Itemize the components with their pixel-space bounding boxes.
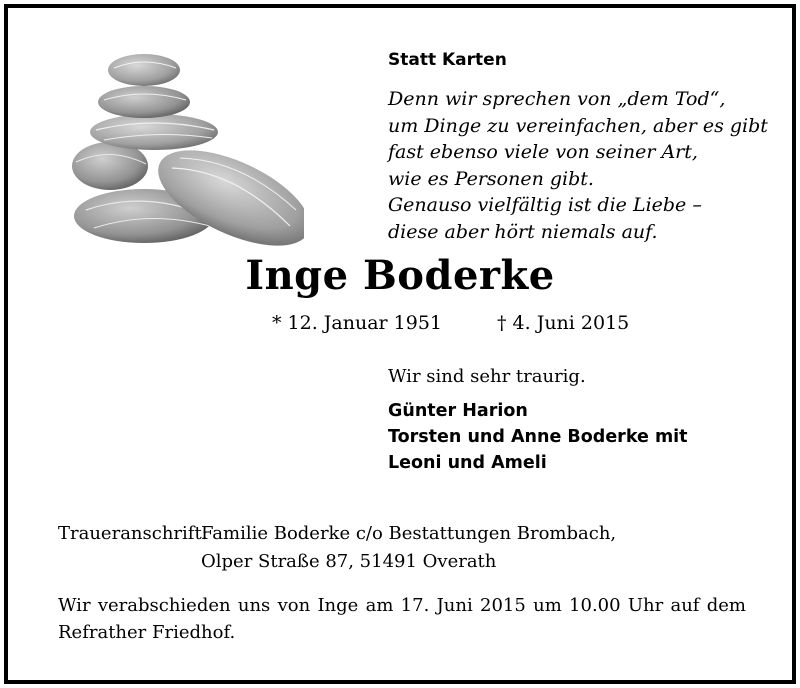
poem-line: wie es Personen gibt. (388, 167, 594, 190)
address-line-1 (58, 520, 616, 548)
mourner-name: Günter Harion (388, 401, 528, 421)
poem-line: Genauso vielfältig ist die Liebe – (388, 194, 702, 216)
death-date: † 4. Juni 2015 (497, 312, 630, 334)
poem-line: Denn wir sprechen von „dem Tod“, (388, 88, 726, 110)
mourner-name: Torsten und Anne Boderke mit (388, 427, 688, 447)
deceased-name: Inge Boderke (245, 252, 555, 299)
statt-karten-heading: Statt Karten (388, 50, 507, 70)
farewell-text: Wir verabschieden uns von Inge am 17. Juni 2015 um 10.00 Uhr auf dem Refrather Friedhof. (58, 595, 746, 643)
address-line-1-text: Familie Boderke c/o Bestattungen Brombach, (201, 523, 617, 544)
mourners-list (388, 398, 688, 476)
address-label: Traueranschrift: (58, 523, 208, 544)
mourner-name: Leoni und Ameli (388, 453, 547, 473)
mourners-intro: Wir sind sehr traurig. (388, 366, 586, 387)
stacked-stones-image (64, 50, 304, 250)
poem-line: um Dinge zu vereinfachen, aber es gibt (388, 114, 768, 137)
poem-line: diese aber hört niemals auf. (388, 220, 658, 243)
birth-date: * 12. Januar 1951 (272, 312, 443, 334)
poem-block (388, 86, 768, 245)
poem-line: fast ebenso viele von seiner Art, (388, 141, 698, 163)
address-line-2: Olper Straße 87, 51491 Overath (201, 551, 497, 572)
mourning-address (58, 520, 616, 576)
